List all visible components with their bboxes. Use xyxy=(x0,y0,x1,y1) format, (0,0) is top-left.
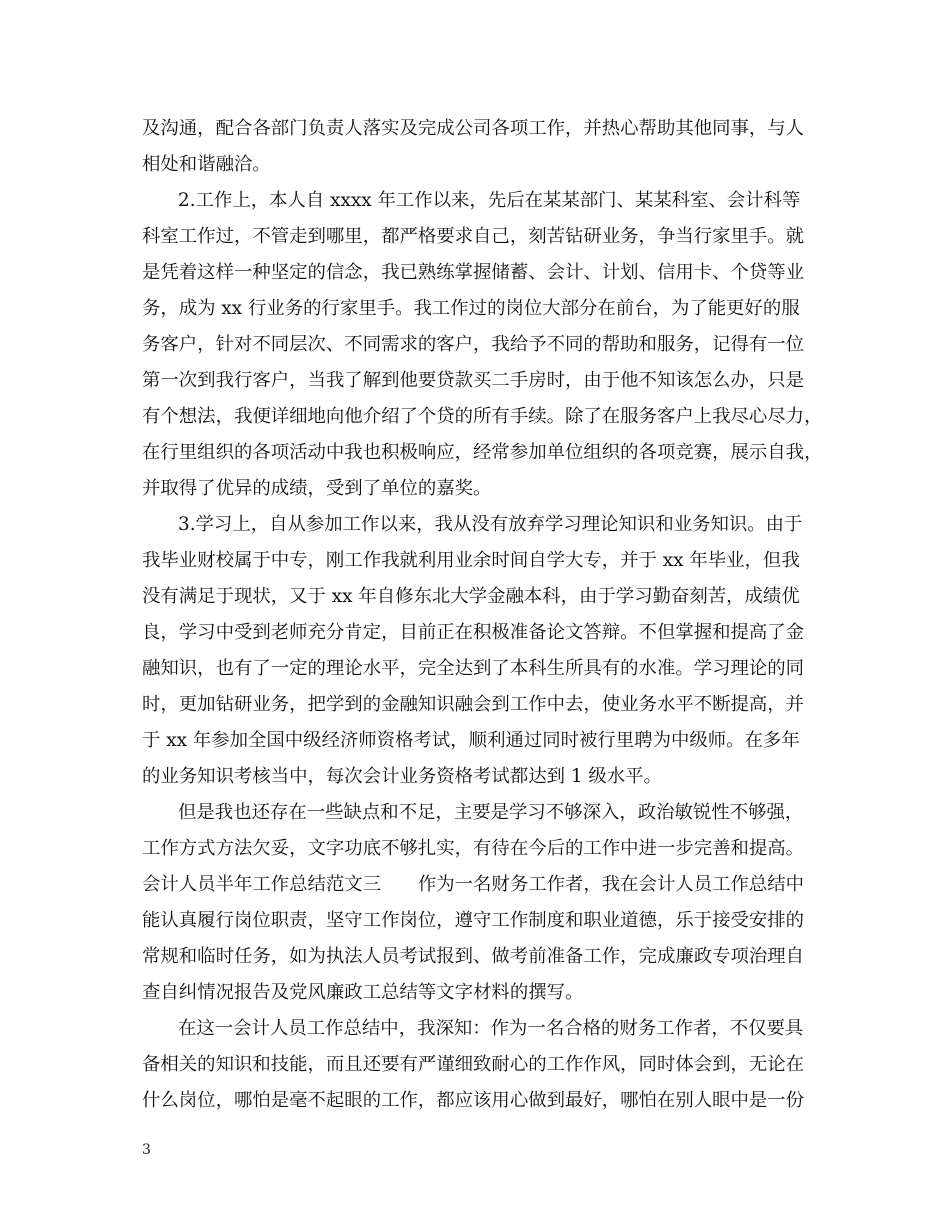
paragraph-start-line: 但是我也还存在一些缺点和不足，主要是学习不够深入，政治敏锐性不够强， xyxy=(178,802,804,823)
text-line: 融知识，也有了一定的理论水平，完全达到了本科生所具有的水准。学习理论的同 xyxy=(142,658,805,679)
text-line: 科室工作过，不管走到哪里，都严格要求自己，刻苦钻研业务，争当行家里手。就 xyxy=(142,226,805,247)
text-line: 有个想法，我便详细地向他介绍了个贷的所有手续。除了在服务客户上我尽心尽力， xyxy=(142,406,823,427)
text-line: 什么岗位，哪怕是毫不起眼的工作，都应该用心做到最好，哪怕在别人眼中是一份 xyxy=(142,1090,805,1111)
paragraph-start-line: 在这一会计人员工作总结中，我深知：作为一名合格的财务工作者，不仅要具 xyxy=(178,1018,804,1039)
section-heading-line: 会计人员半年工作总结范文三 作为一名财务工作者，我在会计人员工作总结中 xyxy=(142,874,805,895)
text-line: 务，成为 xx 行业务的行家里手。我工作过的岗位大部分在前台，为了能更好的服 xyxy=(142,298,800,319)
text-line: 并取得了优异的成绩，受到了单位的嘉奖。 xyxy=(142,478,492,499)
text-line: 备相关的知识和技能，而且还要有严谨细致耐心的工作作风，同时体会到，无论在 xyxy=(142,1054,805,1075)
text-line: 常规和临时任务，如为执法人员考试报到、做考前准备工作，完成廉政专项治理自 xyxy=(142,946,805,967)
paragraph-start-line: 2.工作上，本人自 xxxx 年工作以来，先后在某某部门、某某科室、会计科等 xyxy=(178,190,801,211)
text-line: 良，学习中受到老师充分肯定，目前正在积极准备论文答辩。不但掌握和提高了金 xyxy=(142,622,805,643)
text-line: 没有满足于现状，又于 xx 年自修东北大学金融本科，由于学习勤奋刻苦，成绩优 xyxy=(142,586,800,607)
text-line: 时，更加钻研业务，把学到的金融知识融会到工作中去，使业务水平不断提高，并 xyxy=(142,694,805,715)
paragraph-start-line: 3.学习上，自从参加工作以来，我从没有放弃学习理论知识和业务知识。由于 xyxy=(178,514,803,535)
text-line: 查自纠情况报告及党风廉政工总结等文字材料的撰写。 xyxy=(142,982,584,1003)
text-line: 第一次到我行客户，当我了解到他要贷款买二手房时，由于他不知该怎么办，只是 xyxy=(142,370,805,391)
text-line: 是凭着这样一种坚定的信念，我已熟练掌握储蓄、会计、计划、信用卡、个贷等业 xyxy=(142,262,805,283)
page-number: 3 xyxy=(142,1142,151,1158)
text-line: 的业务知识考核当中，每次会计业务资格考试都达到 1 级水平。 xyxy=(142,766,662,787)
text-line: 能认真履行岗位职责，坚守工作岗位，遵守工作制度和职业道德，乐于接受安排的 xyxy=(142,910,805,931)
text-line: 在行里组织的各项活动中我也积极响应，经常参加单位组织的各项竞赛，展示自我， xyxy=(142,442,823,463)
text-line: 相处和谐融洽。 xyxy=(142,154,271,175)
text-line: 及沟通，配合各部门负责人落实及完成公司各项工作，并热心帮助其他同事，与人 xyxy=(142,118,805,139)
text-line: 我毕业财校属于中专，刚工作我就利用业余时间自学大专，并于 xx 年毕业，但我 xyxy=(142,550,800,571)
text-line: 务客户，针对不同层次、不同需求的客户，我给予不同的帮助和服务，记得有一位 xyxy=(142,334,805,355)
text-line: 工作方式方法欠妥，文字功底不够扎实，有待在今后的工作中进一步完善和提高。 xyxy=(142,838,805,859)
text-line: 于 xx 年参加全国中级经济师资格考试，顺利通过同时被行里聘为中级师。在多年 xyxy=(142,730,800,751)
